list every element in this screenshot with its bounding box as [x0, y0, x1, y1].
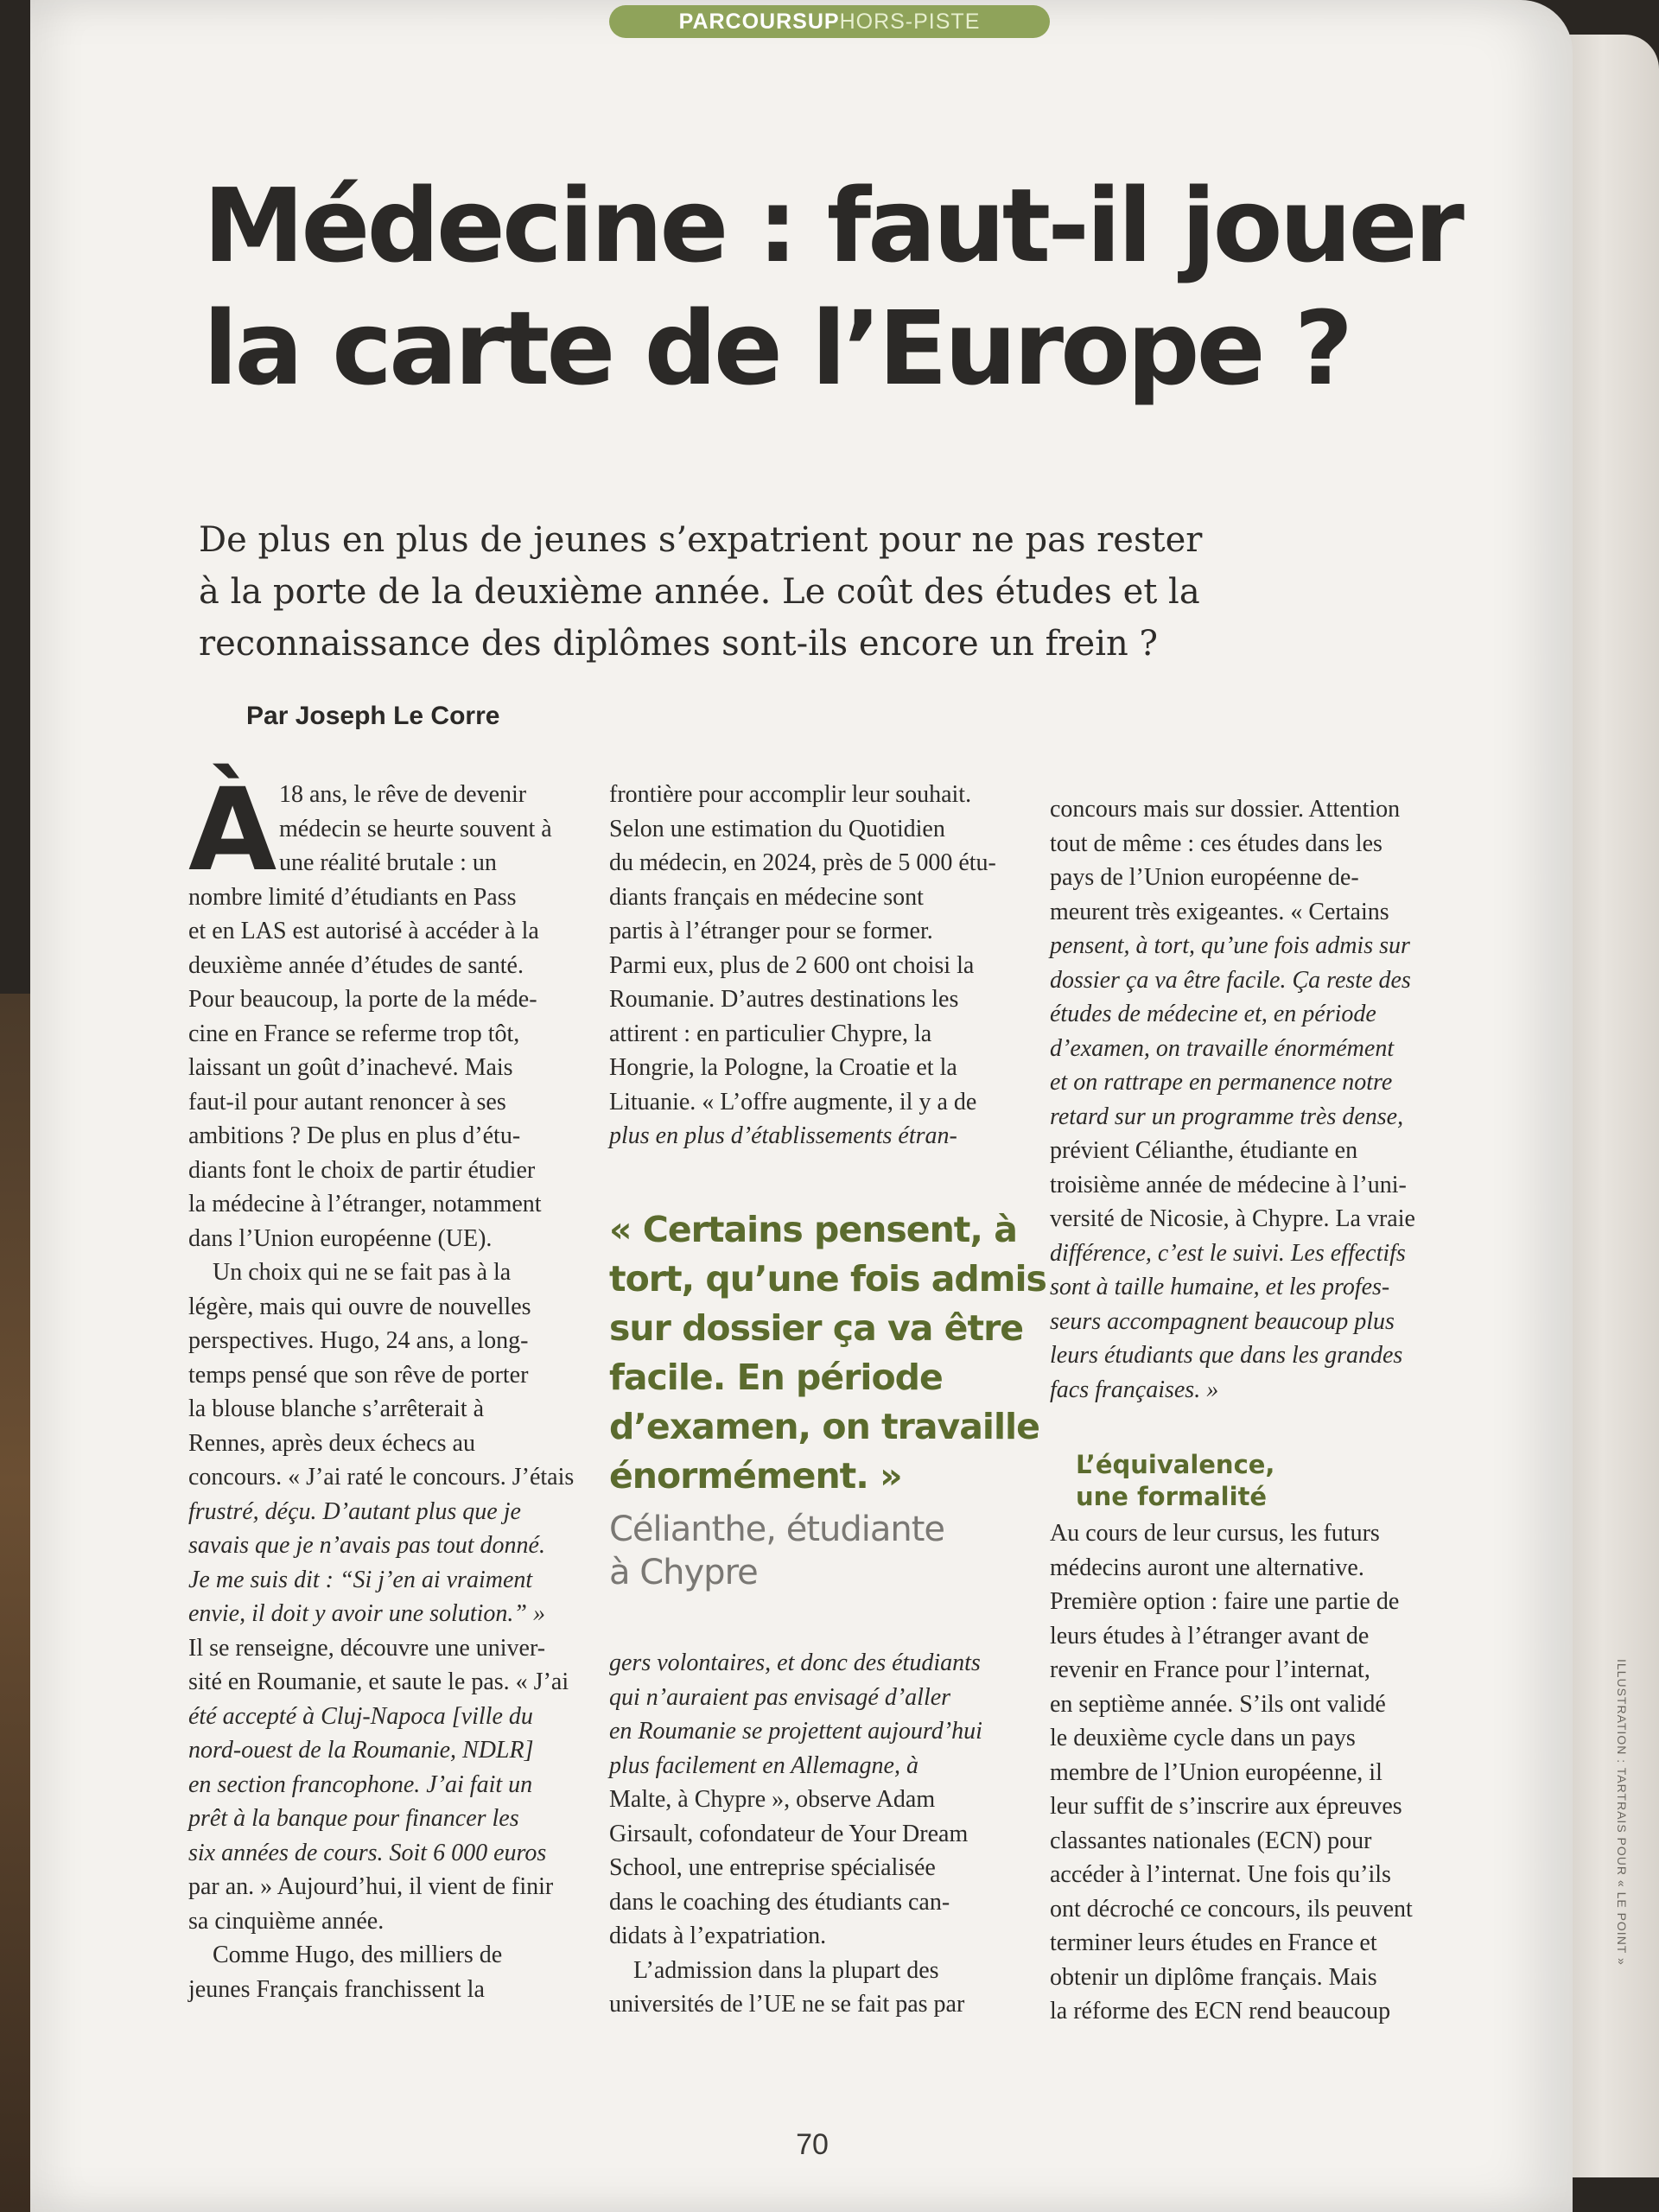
body-line: prévient Célianthe, étudiante en — [1050, 1137, 1358, 1164]
pull-quote-line: énormément. » — [609, 1455, 902, 1497]
body-line: en septième année. S’ils ont validé — [1050, 1690, 1386, 1718]
body-line: Selon une estimation du Quotidien — [609, 815, 945, 842]
body-line: facs françaises. » — [1050, 1376, 1219, 1403]
body-column-3-bottom — [1050, 1516, 1482, 2029]
body-line: sité en Roumanie, et saute le pas. « J’ai — [188, 1669, 569, 1695]
body-line: sa cinquième année. — [188, 1907, 385, 1935]
body-line: en Roumanie se projettent aujourd’hui — [609, 1718, 982, 1745]
illustration-credit: ILLUSTRATION : TARTRAIS POUR « LE POINT » — [1615, 1659, 1629, 1966]
body-line: Lituanie. « L’offre augmente, il y a de — [609, 1088, 977, 1116]
rubric-main: PARCOURSUP — [678, 9, 840, 34]
body-line: versité de Nicosie, à Chypre. La vraie — [1050, 1205, 1415, 1232]
author-byline: Par Joseph Le Corre — [246, 702, 500, 730]
body-line: accéder à l’internat. Une fois qu’ils — [1050, 1861, 1391, 1888]
body-line: temps pensé que son rêve de porter — [188, 1361, 529, 1389]
body-line: dossier ça va être facile. Ça reste des — [1050, 966, 1411, 994]
section-rubric — [609, 5, 1050, 38]
pull-quote-attribution — [609, 1508, 1058, 1594]
body-line: études de médecine et, en période — [1050, 1001, 1376, 1027]
body-line: Hongrie, la Pologne, la Croatie et la — [609, 1054, 957, 1081]
body-line: plus facilement en Allemagne, à — [609, 1751, 918, 1779]
body-line: leur suffit de s’inscrire aux épreuves — [1050, 1793, 1402, 1820]
body-line: leurs études à l’étranger avant de — [1050, 1622, 1370, 1649]
body-line: la réforme des ECN rend beaucoup — [1050, 1998, 1391, 2024]
body-line: didats à l’expatriation. — [609, 1923, 827, 1949]
body-line: concours. « J’ai raté le concours. J’étais — [188, 1464, 575, 1491]
body-line: légère, mais qui ouvre de nouvelles — [188, 1293, 531, 1320]
body-line: Girsault, cofondateur de Your Dream — [609, 1820, 969, 1847]
pull-quote-line: sur dossier ça va être — [609, 1307, 1024, 1349]
body-line: le deuxième cycle dans un pays — [1050, 1725, 1356, 1751]
attribution-line: à Chypre — [609, 1553, 758, 1592]
body-line: jeunes Français franchissent la — [188, 1975, 485, 2003]
body-line: par an. » Aujourd’hui, il vient de finir — [188, 1873, 554, 1900]
body-line: gers volontaires, et donc des étudiants — [609, 1649, 981, 1676]
body-line: Rennes, après deux échecs au — [188, 1429, 475, 1457]
body-line: classantes nationales (ECN) pour — [1050, 1827, 1372, 1854]
body-line: faut-il pour autant renoncer à ses — [188, 1088, 506, 1116]
body-line: Un choix qui ne se fait pas à la — [213, 1259, 512, 1286]
body-line: d’examen, on travaille énormément — [1050, 1034, 1395, 1062]
body-line: terminer leurs études en France et — [1050, 1929, 1377, 1956]
body-line: 18 ans, le rêve de devenir — [279, 781, 527, 808]
body-line: membre de l’Union européenne, il — [1050, 1758, 1382, 1786]
body-line: pensent, à tort, qu’une fois admis sur — [1050, 932, 1410, 959]
body-line: attirent : en particulier Chypre, la — [609, 1020, 932, 1047]
body-line: seurs accompagnent beaucoup plus — [1050, 1307, 1395, 1335]
drop-cap: À — [188, 764, 277, 897]
body-line: nord-ouest de la Roumanie, NDLR] — [188, 1737, 534, 1764]
body-line: une réalité brutale : un — [279, 849, 497, 876]
body-column-2-bottom — [609, 1646, 1058, 2022]
section-subhead — [1076, 1449, 1473, 1513]
body-line: concours mais sur dossier. Attention — [1050, 796, 1401, 823]
body-line: retard sur un programme très dense, — [1050, 1103, 1404, 1130]
body-line: Au cours de leur cursus, les futurs — [1050, 1520, 1380, 1547]
body-line: dans l’Union européenne (UE). — [188, 1224, 493, 1252]
body-line: ambitions ? De plus en plus d’étu- — [188, 1122, 521, 1149]
headline-line: Médecine : faut-il jouer — [203, 166, 1461, 285]
article-standfirst — [199, 514, 1443, 670]
body-line: nombre limité d’étudiants en Pass — [188, 883, 517, 911]
body-line: troisième année de médecine à l’uni- — [1050, 1171, 1407, 1198]
headline-line: la carte de l’Europe ? — [203, 289, 1351, 408]
body-line: Je me suis dit : “Si j’en ai vraiment — [188, 1566, 533, 1593]
body-line: la blouse blanche s’arrêterait à — [188, 1395, 485, 1422]
body-line: plus en plus d’établissements étran- — [609, 1122, 957, 1149]
body-line: partis à l’étranger pour se former. — [609, 918, 933, 944]
body-line: médecins auront une alternative. — [1050, 1554, 1364, 1581]
body-line: tout de même : ces études dans les — [1050, 830, 1382, 857]
body-line: deuxième année d’études de santé. — [188, 951, 524, 979]
body-line: la médecine à l’étranger, notamment — [188, 1191, 542, 1217]
body-line: du médecin, en 2024, près de 5 000 étu- — [609, 849, 996, 876]
body-line: et en LAS est autorisé à accéder à la — [188, 918, 539, 944]
body-line: diants font le choix de partir étudier — [188, 1156, 536, 1184]
body-line: dans le coaching des étudiants can- — [609, 1888, 950, 1916]
body-line: été accepté à Cluj-Napoca [ville du — [188, 1702, 533, 1730]
body-line: six années de cours. Soit 6 000 euros — [188, 1839, 547, 1866]
body-line: envie, il doit y avoir une solution.” » — [188, 1600, 545, 1627]
body-line: frustré, déçu. D’autant plus que je — [188, 1497, 521, 1525]
rubric-sub: HORS-PISTE — [839, 9, 981, 34]
body-line: Roumanie. D’autres destinations les — [609, 986, 959, 1013]
pull-quote-line: « Certains pensent, à — [609, 1209, 1017, 1250]
body-line: et on rattrape en permanence notre — [1050, 1069, 1393, 1096]
body-line: L’admission dans la plupart des — [633, 1956, 939, 1984]
body-line: obtenir un diplôme français. Mais — [1050, 1963, 1377, 1991]
body-line: médecin se heurte souvent à — [279, 815, 552, 842]
standfirst-line: à la porte de la deuxième année. Le coût des études et la — [199, 572, 1200, 612]
standfirst-line: De plus en plus de jeunes s’expatrient pour ne pas rester — [199, 520, 1203, 560]
body-line: universités de l’UE ne se fait pas par — [609, 1991, 965, 2018]
page-number: 70 — [796, 2128, 829, 2161]
body-line: Malte, à Chypre », observe Adam — [609, 1786, 936, 1813]
pull-quote-line: d’examen, on travaille — [609, 1406, 1039, 1447]
body-line: qui n’auraient pas envisagé d’aller — [609, 1683, 951, 1711]
body-line: prêt à la banque pour financer les — [188, 1805, 519, 1832]
body-line: ont décroché ce concours, ils peuvent — [1050, 1895, 1413, 1923]
body-line: leurs étudiants que dans les grandes — [1050, 1342, 1403, 1369]
body-line: School, une entreprise spécialisée — [609, 1854, 936, 1881]
subhead-line: L’équivalence, — [1076, 1450, 1275, 1479]
body-line: en section francophone. J’ai fait un — [188, 1770, 533, 1798]
body-line: pays de l’Union européenne de- — [1050, 864, 1359, 891]
body-line: Pour beaucoup, la porte de la méde- — [188, 986, 537, 1013]
body-line: sont à taille humaine, et les profes- — [1050, 1274, 1390, 1300]
body-line: frontière pour accomplir leur souhait. — [609, 781, 972, 808]
pull-quote-line: tort, qu’une fois admis — [609, 1258, 1046, 1300]
article-headline — [203, 164, 1499, 410]
body-line: perspectives. Hugo, 24 ans, a long- — [188, 1327, 529, 1354]
body-line: savais que je n’avais pas tout donné. — [188, 1532, 545, 1559]
subhead-line: une formalité — [1076, 1482, 1268, 1511]
body-column-3-top — [1050, 792, 1482, 1407]
body-line: Comme Hugo, des milliers de — [213, 1942, 503, 1968]
pull-quote-line: facile. En période — [609, 1357, 943, 1398]
body-line: cine en France se referme trop tôt, — [188, 1020, 520, 1047]
attribution-line: Célianthe, étudiante — [609, 1510, 945, 1549]
body-column-1 — [188, 778, 586, 2006]
body-line: différence, c’est le suivi. Les effectifs — [1050, 1239, 1406, 1267]
body-line: meurent très exigeantes. « Certains — [1050, 898, 1389, 925]
body-line: diants français en médecine sont — [609, 883, 924, 911]
body-line: laissant un goût d’inachevé. Mais — [188, 1054, 513, 1081]
body-line: Première option : faire une partie de — [1050, 1588, 1400, 1615]
body-line: Il se renseigne, découvre une univer- — [188, 1634, 546, 1662]
body-column-2-top — [609, 778, 1058, 1154]
body-line: Parmi eux, plus de 2 600 ont choisi la — [609, 951, 975, 979]
pull-quote — [609, 1205, 1058, 1501]
standfirst-line: reconnaissance des diplômes sont-ils encore un frein ? — [199, 624, 1158, 664]
body-line: revenir en France pour l’internat, — [1050, 1656, 1370, 1683]
